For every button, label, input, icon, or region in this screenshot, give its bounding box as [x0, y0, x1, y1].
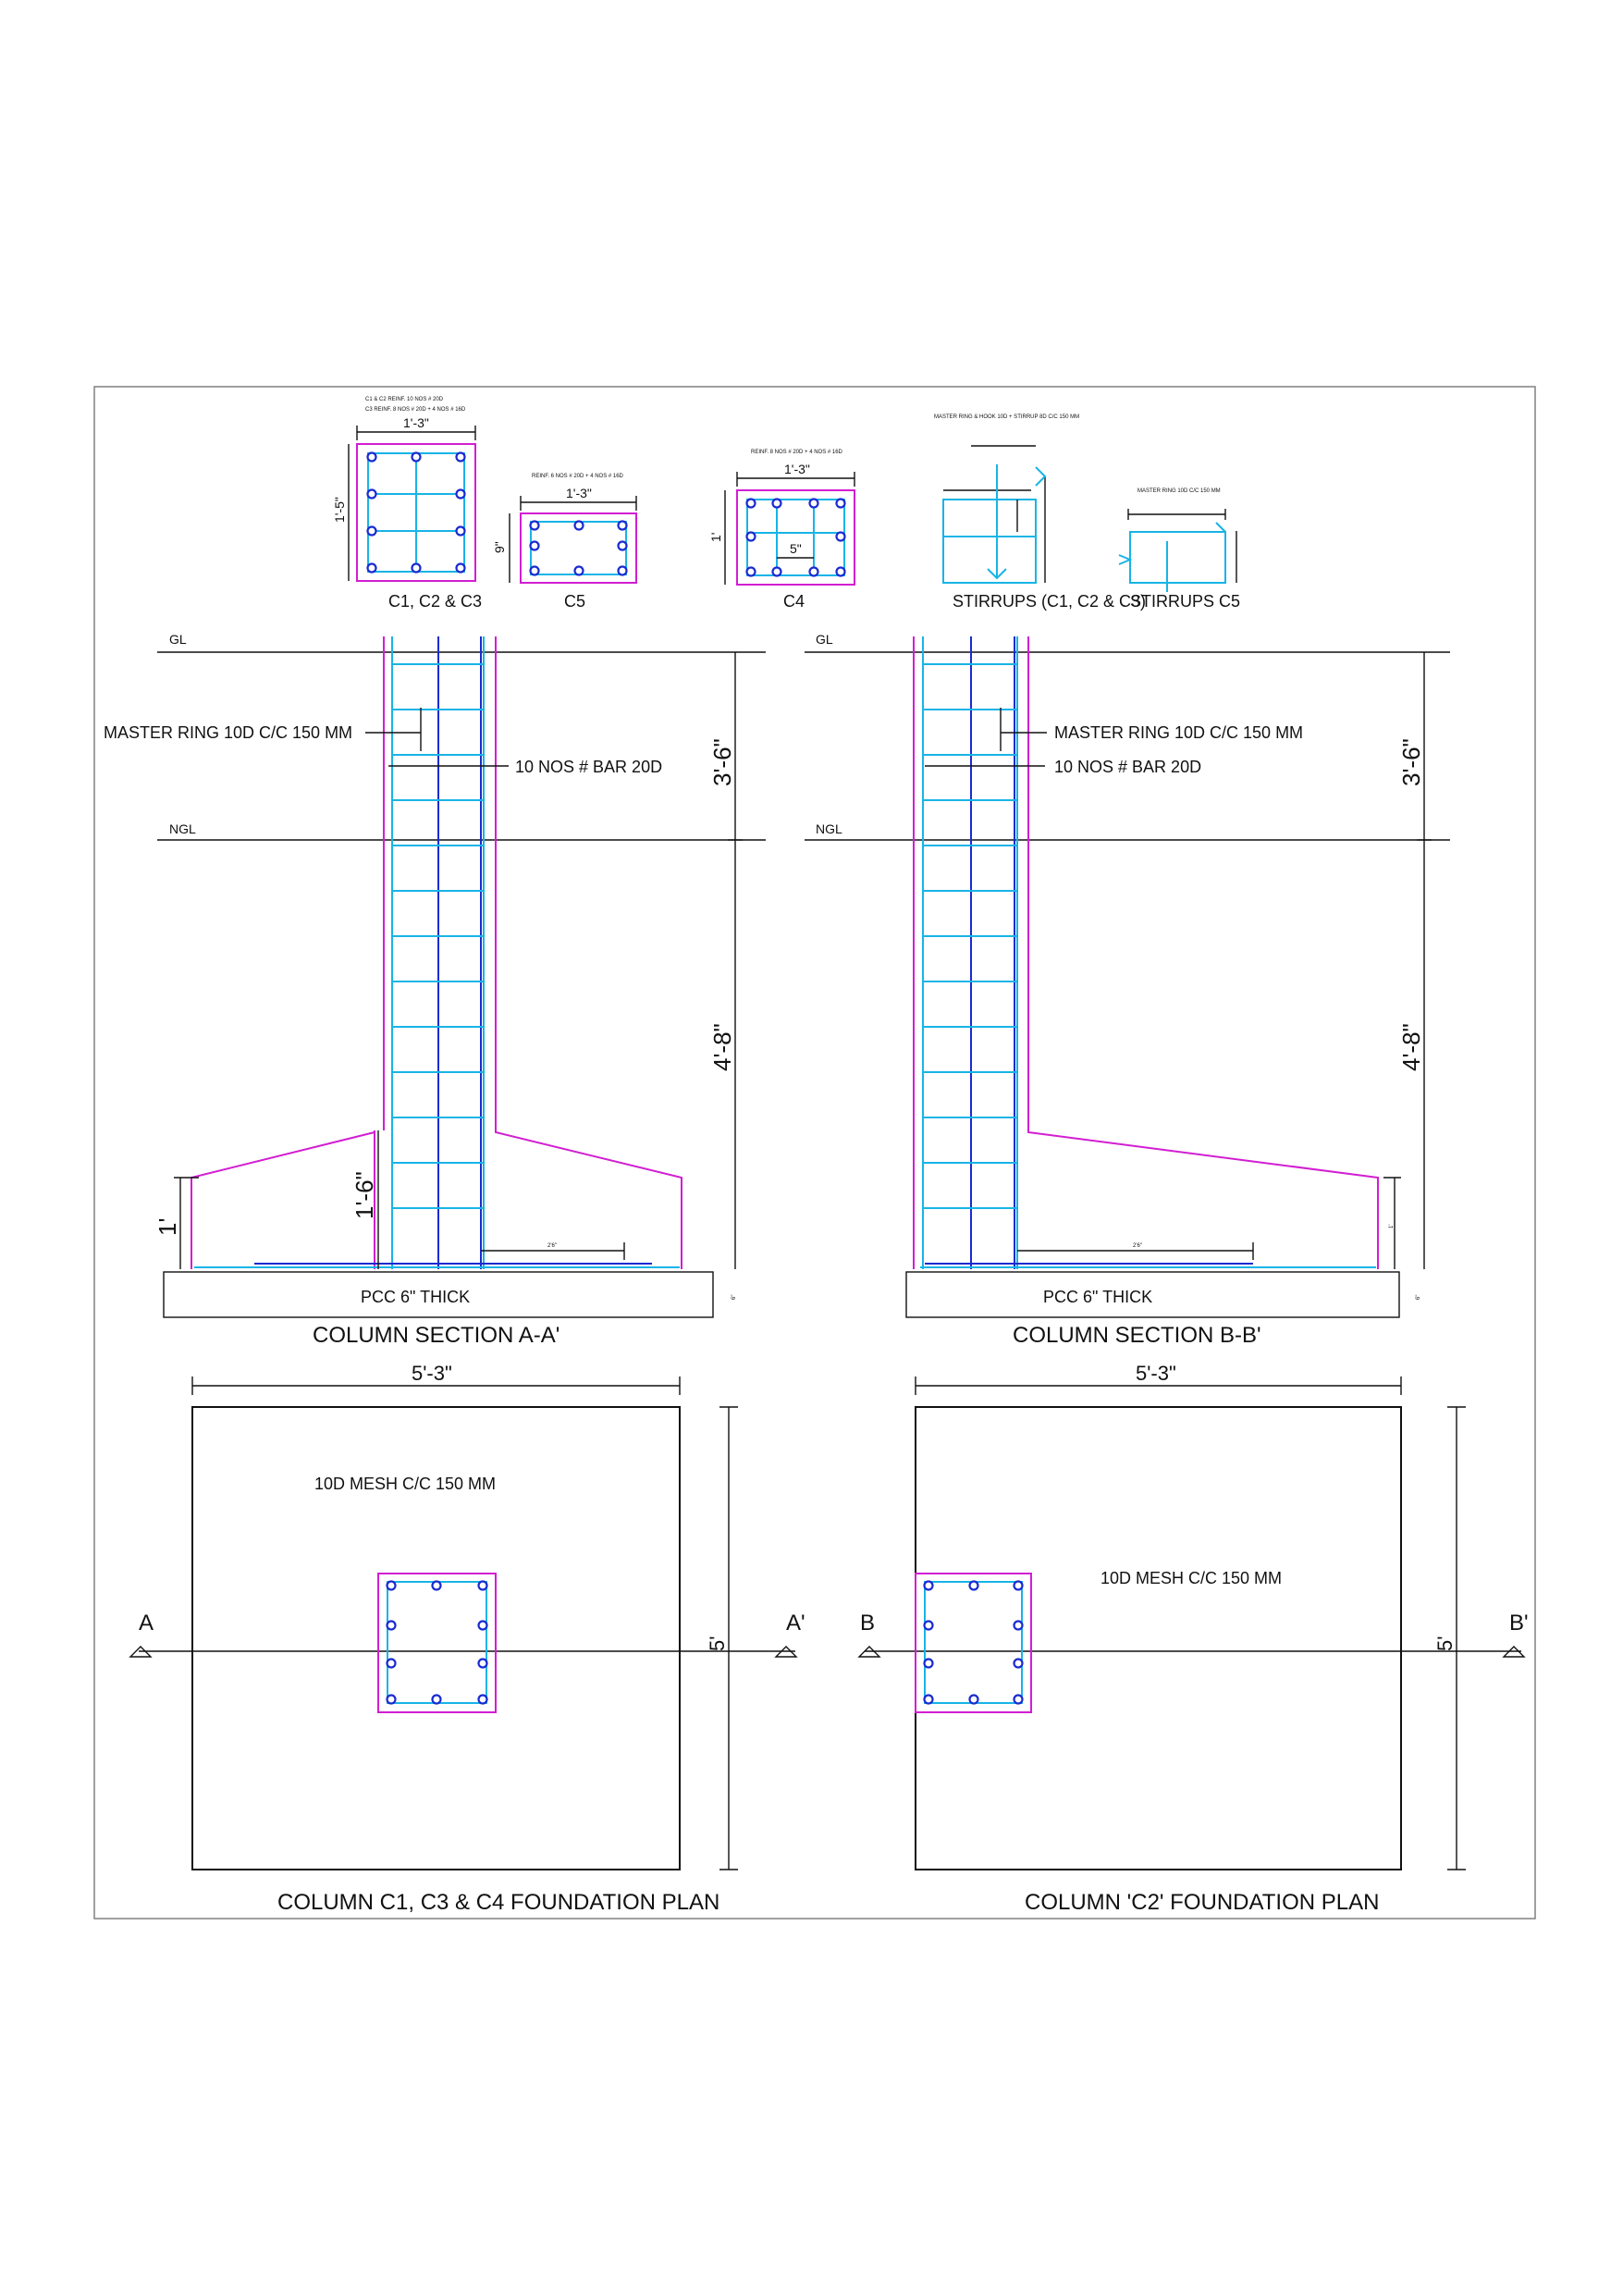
- a-footing-outline-right: [496, 636, 682, 1269]
- rebar: [773, 568, 781, 576]
- plan-b-mark-left: B: [860, 1611, 876, 1636]
- a-ngl-label: NGL: [169, 821, 196, 836]
- a-bars-label: 10 NOS # BAR 20D: [515, 758, 663, 776]
- a-master-ring-label: MASTER RING 10D C/C 150 MM: [104, 723, 353, 742]
- rebar: [457, 527, 465, 536]
- section-c1-c2-c3: [332, 397, 482, 611]
- b-pcc-label: PCC 6" THICK: [1043, 1288, 1153, 1306]
- rebar: [619, 567, 627, 575]
- stirrups-c5-detail: [1119, 488, 1240, 611]
- hook: [1036, 467, 1045, 486]
- a-dim-pcc: 6": [732, 1294, 737, 1300]
- plan-a-width-label: 5'-3": [412, 1362, 452, 1385]
- c123-height-label: 1'-5": [332, 497, 347, 523]
- a-dim-footing: 1'-6": [350, 1171, 378, 1219]
- b-dim-mid: 4'-8": [1397, 1023, 1425, 1071]
- stirrups-c5-caption: STIRRUPS C5: [1130, 592, 1241, 611]
- rebar: [619, 522, 627, 530]
- c5-width-label: 1'-3": [566, 486, 592, 500]
- c4-note: REINF. 8 NOS # 20D + 4 NOS # 16D: [751, 450, 842, 455]
- b-dim-edge: 1': [1389, 1224, 1395, 1228]
- stirrups-c1-c2-c3-detail: [934, 414, 1146, 611]
- rebar: [1014, 1582, 1023, 1590]
- rebar: [837, 533, 845, 541]
- rebar: [457, 453, 465, 462]
- rebar: [1014, 1622, 1023, 1630]
- plan-b-title: COLUMN 'C2' FOUNDATION PLAN: [1025, 1890, 1380, 1915]
- c4-inner-label: 5": [790, 541, 802, 556]
- a-pcc-label: PCC 6" THICK: [361, 1288, 471, 1306]
- plan-b-width-label: 5'-3": [1136, 1362, 1176, 1385]
- b-master-ring-label: MASTER RING 10D C/C 150 MM: [1054, 723, 1304, 742]
- c123-width-label: 1'-3": [403, 415, 429, 430]
- b-dim-pcc: 6": [1416, 1294, 1421, 1300]
- plan-b-mark-right: B': [1509, 1611, 1529, 1636]
- plan-a-column: [378, 1574, 496, 1712]
- plan-a-mark-right: A': [786, 1611, 805, 1636]
- rebar: [810, 500, 818, 508]
- rebar: [925, 1622, 933, 1630]
- foundation-plan-a: [130, 1362, 805, 1915]
- rebar: [479, 1622, 487, 1630]
- rebar: [747, 533, 756, 541]
- rebar: [387, 1622, 396, 1630]
- rebar: [1014, 1660, 1023, 1668]
- rebar: [457, 564, 465, 573]
- rebar: [433, 1696, 441, 1704]
- plan-a-depth-label: 5': [706, 1636, 729, 1651]
- a-dim-base: 2'6": [547, 1243, 557, 1249]
- b-gl-label: GL: [816, 632, 833, 647]
- rebar: [457, 490, 465, 499]
- b-dim-base: 2'6": [1133, 1243, 1142, 1249]
- section-c4: [708, 450, 855, 611]
- inner-tie: [943, 500, 1036, 537]
- column-section-a: [104, 632, 766, 1348]
- rebar: [368, 527, 376, 536]
- rebar: [479, 1696, 487, 1704]
- b-dim-top: 3'-6": [1397, 738, 1425, 786]
- stirrups-c123-note: MASTER RING & HOOK 10D + STIRRUP 8D C/C 150 MM: [934, 414, 1080, 420]
- hook: [1216, 523, 1225, 532]
- plan-b-column-stirrup: [925, 1582, 1022, 1703]
- c123-caption: C1, C2 & C3: [388, 592, 483, 611]
- plan-b-footing: [916, 1407, 1401, 1870]
- plan-b-mesh-label: 10D MESH C/C 150 MM: [1100, 1569, 1283, 1587]
- rebar: [970, 1696, 978, 1704]
- plan-b-depth-label: 5': [1433, 1636, 1457, 1651]
- rebar: [531, 542, 539, 550]
- c5-note: REINF. 6 NOS # 20D + 4 NOS # 16D: [532, 474, 623, 479]
- a-gl-label: GL: [169, 632, 187, 647]
- rebar: [837, 568, 845, 576]
- rebar: [970, 1582, 978, 1590]
- rebar: [810, 568, 818, 576]
- hook: [1119, 555, 1130, 564]
- rebar: [412, 453, 421, 462]
- rebar: [531, 522, 539, 530]
- plan-a-mesh-label: 10D MESH C/C 150 MM: [314, 1475, 497, 1493]
- rebar: [412, 564, 421, 573]
- b-bars-label: 10 NOS # BAR 20D: [1054, 758, 1202, 776]
- rebar: [575, 567, 584, 575]
- rebar: [368, 490, 376, 499]
- rebar: [773, 500, 781, 508]
- rebar: [925, 1582, 933, 1590]
- rebar: [575, 522, 584, 530]
- rebar: [479, 1582, 487, 1590]
- c4-width-label: 1'-3": [784, 462, 810, 476]
- rebar: [925, 1660, 933, 1668]
- rebar: [387, 1696, 396, 1704]
- rebar: [837, 500, 845, 508]
- plan-a-mark-left: A: [139, 1611, 154, 1636]
- rebar: [368, 453, 376, 462]
- rebar: [531, 567, 539, 575]
- rebar: [368, 564, 376, 573]
- a-dim-top: 3'-6": [708, 738, 736, 786]
- stirrup-c5-outline: [1130, 532, 1225, 583]
- rebar: [1014, 1696, 1023, 1704]
- c123-note-2: C3 REINF. 8 NOS # 20D + 4 NOS # 16D: [365, 407, 466, 413]
- a-footing-outline-left: [191, 1132, 375, 1269]
- rebar: [619, 542, 627, 550]
- b-pcc-block: [906, 1272, 1399, 1317]
- stirrups-c123-caption: STIRRUPS (C1, C2 & C3): [953, 592, 1147, 611]
- rebar: [387, 1582, 396, 1590]
- plan-a-title: COLUMN C1, C3 & C4 FOUNDATION PLAN: [277, 1890, 720, 1915]
- column-section-b: [805, 632, 1450, 1348]
- rebar: [925, 1696, 933, 1704]
- plan-a-column-stirrup: [387, 1582, 486, 1703]
- c5-caption: C5: [564, 592, 586, 611]
- rebar: [433, 1582, 441, 1590]
- plan-b-column: [916, 1574, 1031, 1712]
- c5-height-label: 9": [492, 541, 507, 553]
- sheet-border: [94, 387, 1535, 1919]
- rebar: [387, 1660, 396, 1668]
- c4-stirrup: [747, 500, 844, 575]
- c4-caption: C4: [783, 592, 805, 611]
- b-section-title: COLUMN SECTION B-B': [1013, 1323, 1261, 1348]
- a-dim-mid: 4'-8": [708, 1023, 736, 1071]
- c4-height-label: 1': [708, 532, 723, 542]
- a-dim-edge: 1': [154, 1217, 181, 1236]
- c123-note-1: C1 & C2 REINF. 10 NOS # 20D: [365, 397, 444, 402]
- rebar: [747, 568, 756, 576]
- rebar: [747, 500, 756, 508]
- rebar: [479, 1660, 487, 1668]
- foundation-plan-b: [859, 1362, 1529, 1915]
- stirrups-c5-note: MASTER RING 10D C/C 150 MM: [1137, 488, 1221, 494]
- section-c5: [492, 474, 636, 611]
- b-ngl-label: NGL: [816, 821, 842, 836]
- a-section-title: COLUMN SECTION A-A': [313, 1323, 560, 1348]
